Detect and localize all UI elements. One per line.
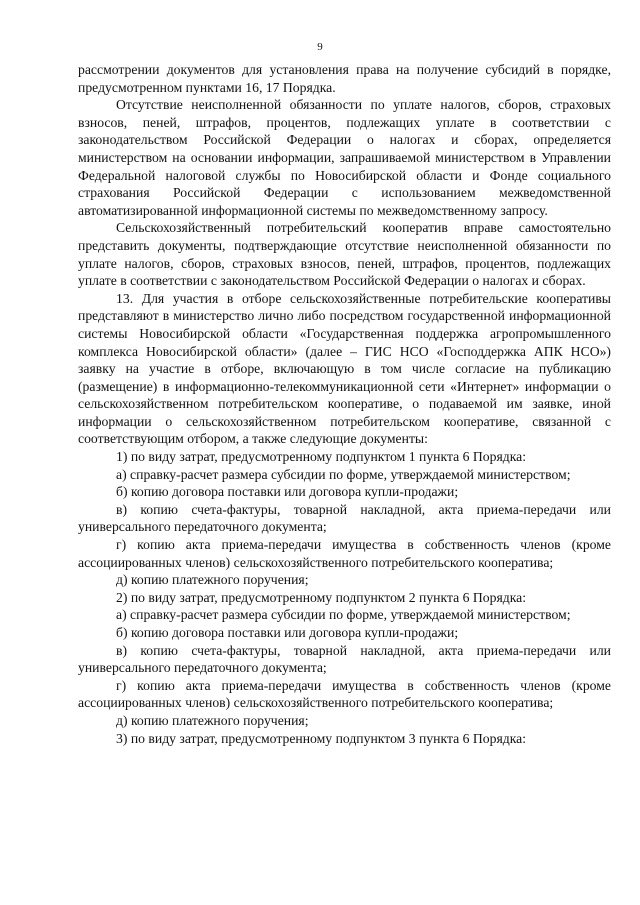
paragraph: рассмотрении документов для установления права на получение субсидий в порядке, предусмотренном пунктами 16, 17 Порядка. (78, 62, 611, 95)
paragraph: 3) по виду затрат, предусмотренному подпунктом 3 пункта 6 Порядка: (116, 730, 527, 746)
paragraph: б) копию договора поставки или договора купли-продажи; (116, 484, 459, 500)
paragraph: г) копию акта приема-передачи имущества в собственность членов (кроме ассоциированных членов) сельскохозяйственного потребительского кооператива; (78, 537, 611, 570)
paragraph: а) справку-расчет размера субсидии по форме, утверждаемой министерством; (116, 466, 571, 482)
paragraph: г) копию акта приема-передачи имущества в собственность членов (кроме ассоциированных членов) сельскохозяйственного потребительского кооператива; (78, 677, 611, 711)
paragraph: б) копию договора поставки или договора купли-продажи; (116, 625, 459, 640)
paragraph: в) копию счета-фактуры, товарной накладной, акта приема-передачи или универсального передаточного документа; (78, 642, 611, 676)
paragraph: Отсутствие неисполненной обязанности по уплате налогов, сборов, страховых взносов, пеней, штрафов, процентов, подлежащих уплате в соответствии с законодательством Российской Федерации о налогах и сборах, определяется министерством на основании информации, запрашиваемой министерством в Управлении Федеральной налоговой службы по Новосибирской области и Фонде социального страхования Российской Федерации с использованием межведомственной автоматизированной информационной системы по межведомственному запросу. (78, 97, 611, 218)
paragraph: Сельскохозяйственный потребительский кооператив вправе самостоятельно представить документы, подтверждающие отсутствие неисполненной обязанности по уплате налогов, сборов, страховых взносов, пеней, штрафов, процентов, подлежащих уплате в соответствии с законодательством Российской Федерации о налогах и сборах. (78, 220, 611, 289)
paragraph: 1) по виду затрат, предусмотренному подпунктом 1 пункта 6 Порядка: (116, 449, 527, 465)
paragraph: 2) по виду затрат, предусмотренному подпунктом 2 пункта 6 Порядка: (116, 589, 527, 605)
paragraph: д) копию платежного поручения; (116, 572, 309, 588)
paragraph: а) справку-расчет размера субсидии по форме, утверждаемой министерством; (116, 607, 571, 623)
page-number: 9 (317, 41, 323, 53)
paragraph: 13. Для участия в отборе сельскохозяйственные потребительские кооперативы представляют в министерство лично либо посредством государственной информационной системы Новосибирской области «Государственная поддержка агропромышленного комплекса Новосибирской области» (далее – ГИС НСО «Господдержка АПК НСО») заявку на участие в отборе, включающую в том числе согласие на публикацию (размещение) в информационно-телекоммуникационной сети «Интернет» информации о сельскохозяйственном потребительском кооперативе, о подаваемой им заявке, иной информации о сельскохозяйственном потребительском кооперативе, связанной с соответствующим отбором, а также следующие документы: (78, 290, 611, 447)
paragraph: в) копию счета-фактуры, товарной накладной, акта приема-передачи или универсального передаточного документа; (78, 501, 611, 535)
document-body (78, 61, 611, 747)
paragraph: д) копию платежного поручения; (116, 712, 309, 728)
